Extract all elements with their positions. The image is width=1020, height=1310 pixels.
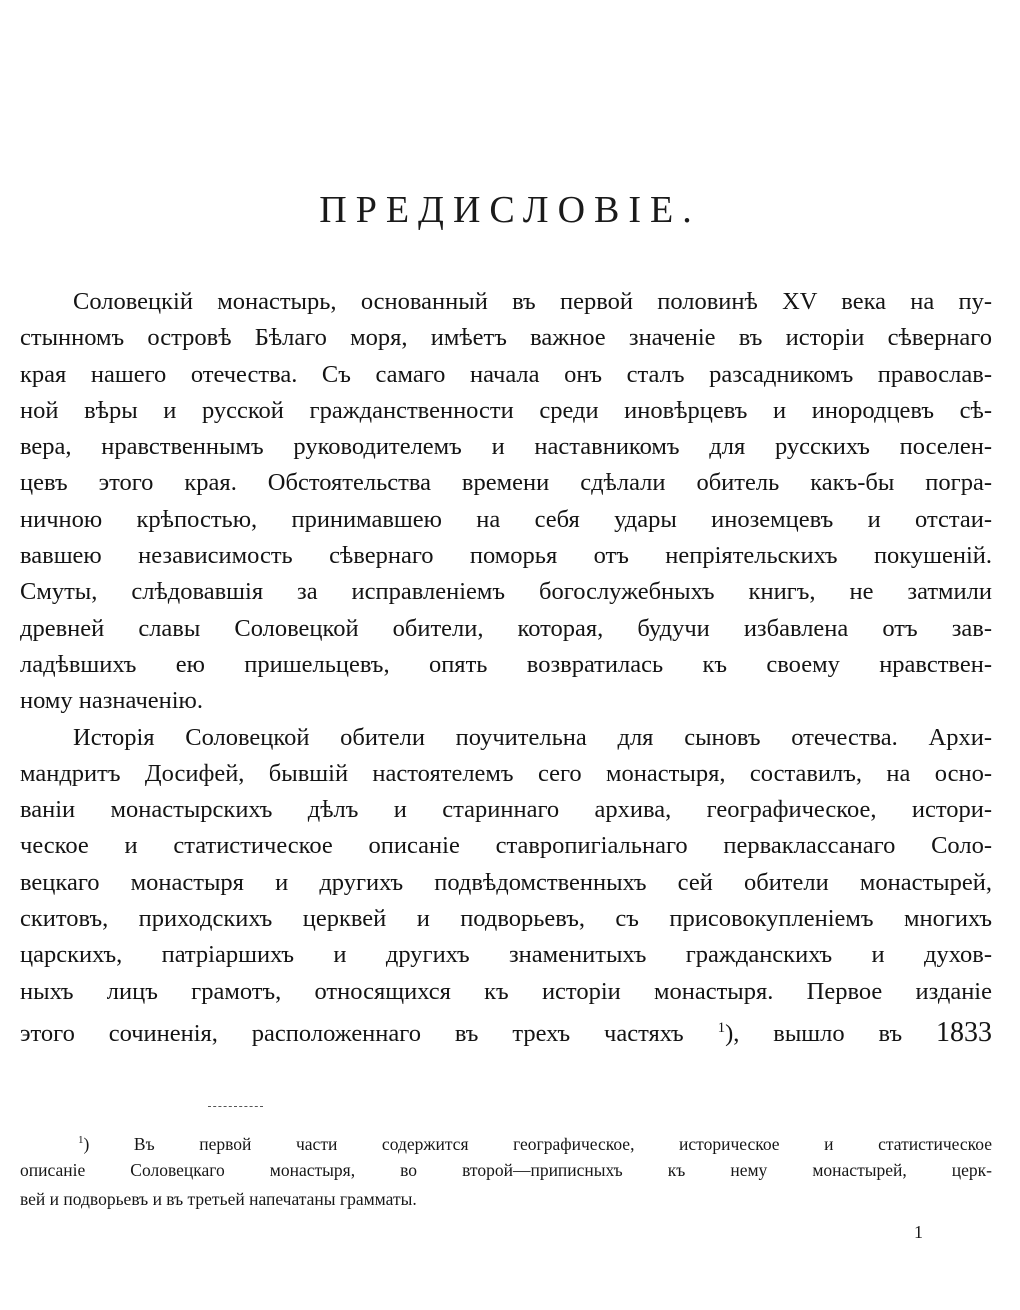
footnote-first-line-text: ) Въ первой части содержится географическое, историческое и статистическое — [83, 1134, 992, 1154]
footnote-marker: 1 — [78, 1134, 84, 1146]
body-line: вера, нравственнымъ руководителемъ и наставникомъ для русскихъ поселен- — [20, 433, 992, 461]
body-line: Исторiя Соловецкой обители поучительна для сыновъ отечества. Архи- — [73, 723, 992, 751]
footnote-separator — [208, 1106, 263, 1107]
body-text — [20, 284, 992, 1046]
footnote-line: вей и подворьевъ и въ третьей напечатаны грамматы. — [20, 1189, 417, 1209]
footnote-reference: 1 — [717, 1019, 726, 1036]
body-line: ныхъ лицъ грамотъ, относящихся къ исторiи монастыря. Первое изданiе — [20, 977, 992, 1005]
body-line: ной вѣры и русской гражданственности среди иновѣрцевъ и инородцевъ сѣ- — [20, 396, 992, 424]
body-line: Смуты, слѣдовавшiя за исправленiемъ богослужебныхъ книгъ, не затмили — [20, 578, 992, 606]
publication-year: 1833 — [936, 1016, 993, 1048]
body-line: древней славы Соловецкой обители, которая, будучи избавлена отъ зав- — [20, 614, 992, 642]
body-line: вецкаго монастыря и другихъ подвѣдомственныхъ сей обители монастырей, — [20, 868, 992, 896]
body-line: ладѣвшихъ ею пришельцевъ, опять возвратилась къ своему нравствен- — [20, 650, 992, 678]
body-line: скитовъ, приходскихъ церквей и подворьевъ, съ присовокупленiемъ многихъ — [20, 905, 992, 933]
body-line: стынномъ островѣ Бѣлаго моря, имѣетъ важное значенiе въ исторiи сѣвернаго — [20, 324, 992, 352]
page-number: 1 — [914, 1222, 923, 1242]
footnote-line — [20, 1126, 992, 1156]
body-line: ничною крѣпостью, принимавшею на себя удары иноземцевъ и отстаи- — [20, 505, 992, 533]
body-line: цевъ этого края. Обстоятельства времени сдѣлали обитель какъ-бы погра- — [20, 469, 992, 497]
body-line: Соловецкiй монастырь, основанный въ первой половинѣ XV века на пу- — [73, 288, 992, 315]
last-line-after-ref: ), вышло въ — [725, 1019, 903, 1047]
last-line-text: этого сочиненiя, расположеннаго въ трехъ частяхъ — [20, 1019, 684, 1047]
body-line-last — [20, 1010, 992, 1046]
body-line: царскихъ, патрiаршихъ и другихъ знаменитыхъ гражданскихъ и духов- — [20, 941, 992, 969]
footnote — [20, 1126, 992, 1215]
body-line: ческое и статистическое описанiе ставропигiальнаго перваклассанаго Соло- — [20, 832, 992, 860]
body-line: вавшею независимость сѣвернаго поморья отъ непрiятельскихъ покушенiй. — [20, 542, 992, 570]
body-line: мандритъ Досифей, бывшiй настоятелемъ сего монастыря, составилъ, на осно- — [20, 759, 992, 787]
footnote-line: описанiе Соловецкаго монастыря, во второй—приписныхъ къ нему монастырей, церк- — [20, 1159, 992, 1180]
body-line: ванiи монастырскихъ дѣлъ и стариннаго архива, географическое, истори- — [20, 796, 992, 824]
body-line: края нашего отечества. Съ самаго начала онъ сталъ разсадникомъ православ- — [20, 360, 992, 388]
body-line: ному назначенiю. — [20, 687, 203, 715]
page-title: ПРЕДИСЛОВIЕ. — [319, 189, 701, 231]
